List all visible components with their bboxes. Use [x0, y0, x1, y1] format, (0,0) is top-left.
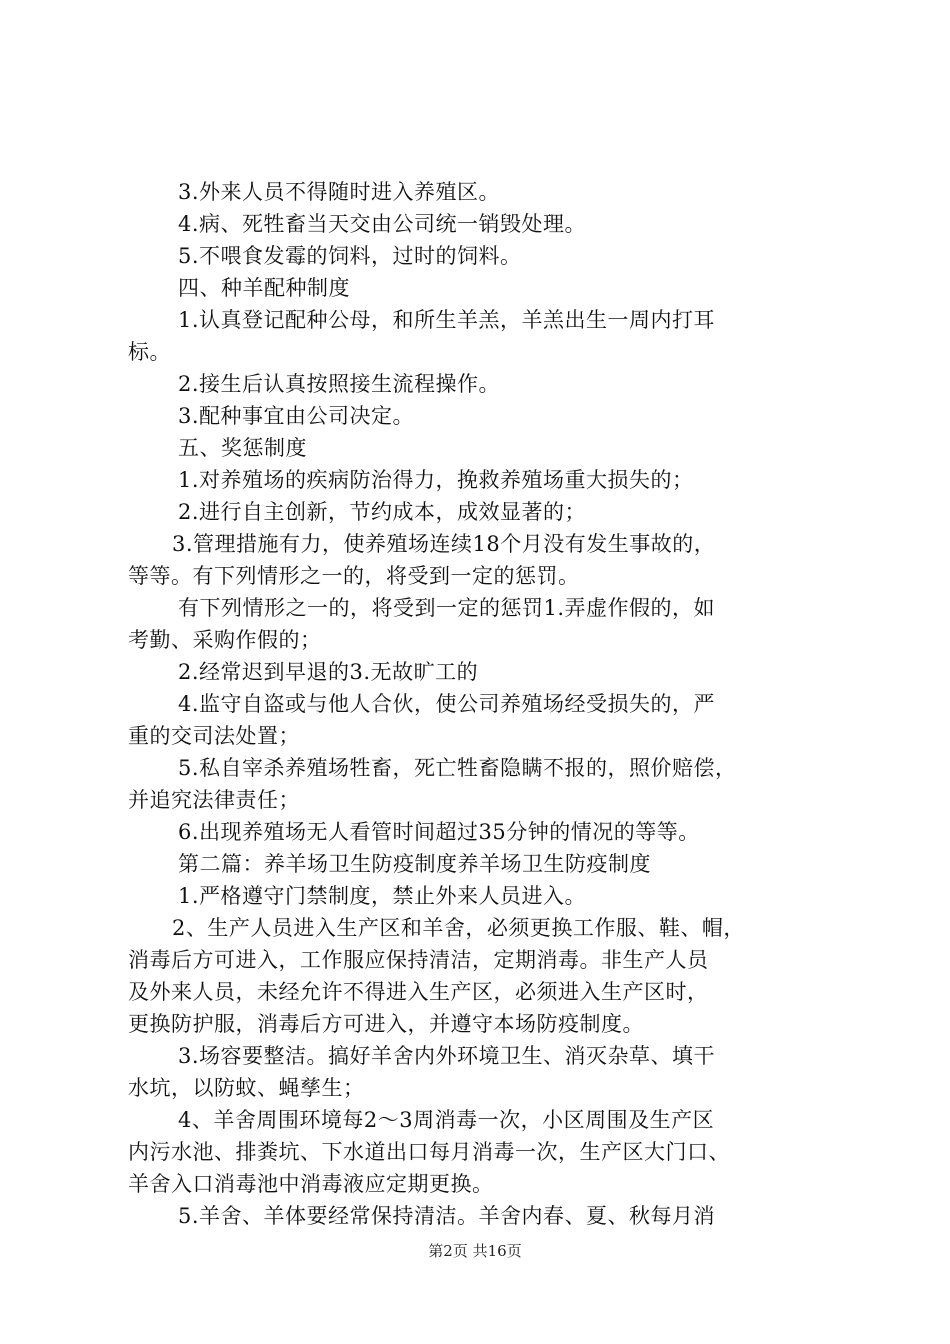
text-line: 5.私自宰杀养殖场牲畜，死亡牲畜隐瞒不报的，照价赔偿， [178, 756, 737, 780]
text-line: 消毒后方可进入，工作服应保持清洁，定期消毒。非生产人员 [128, 948, 709, 972]
text-line: 1.认真登记配种公母，和所生羊羔，羊羔出生一周内打耳 [178, 308, 716, 332]
text-line: 3.配种事宜由公司决定。 [178, 404, 415, 428]
text-line: 及外来人员，未经允许不得进入生产区，必须进入生产区时， [128, 980, 709, 1004]
text-line: 2、生产人员进入生产区和羊舍，必须更换工作服、鞋、帽， [172, 916, 745, 940]
text-line: 3.场容要整洁。搞好羊舍内外环境卫生、消灭杂草、填干 [178, 1044, 716, 1068]
text-line: 5.不喂食发霉的饲料，过时的饲料。 [178, 244, 522, 268]
text-line: 更换防护服，消毒后方可进入，并遵守本场防疫制度。 [128, 1012, 644, 1036]
text-line: 3.管理措施有力，使养殖场连续18个月没有发生事故的， [172, 532, 716, 556]
section-heading: 五、奖惩制度 [178, 436, 307, 460]
text-line: 4.病、死牲畜当天交由公司统一销毁处理。 [178, 212, 587, 236]
text-line: 羊舍入口消毒池中消毒液应定期更换。 [128, 1172, 494, 1196]
text-line: 并追究法律责任； [128, 788, 300, 812]
text-line: 1.对养殖场的疾病防治得力，挽救养殖场重大损失的； [178, 468, 694, 492]
text-line: 4.监守自盗或与他人合伙，使公司养殖场经受损失的，严 [178, 692, 716, 716]
text-line: 重的交司法处置； [128, 724, 300, 748]
text-line: 3.外来人员不得随时进入养殖区。 [178, 180, 501, 204]
text-line: 2.经常迟到早退的3.无故旷工的 [178, 660, 479, 684]
text-line: 考勤、采购作假的； [128, 628, 322, 652]
text-line: 标。 [128, 340, 171, 364]
section-heading: 四、种羊配种制度 [178, 276, 350, 300]
page-number-footer: 第2页 共16页 [428, 1242, 522, 1260]
chapter-heading: 第二篇：养羊场卫生防疫制度养羊场卫生防疫制度 [178, 852, 651, 876]
text-line: 4、羊舍周围环境每2～3周消毒一次，小区周围及生产区 [178, 1108, 715, 1132]
text-line: 2.接生后认真按照接生流程操作。 [178, 372, 501, 396]
text-line: 水坑，以防蚊、蝇孳生； [128, 1076, 365, 1100]
text-line: 有下列情形之一的，将受到一定的惩罚1.弄虚作假的，如 [178, 596, 716, 620]
text-line: 5.羊舍、羊体要经常保持清洁。羊舍内春、夏、秋每月消 [178, 1204, 716, 1228]
document-body [128, 176, 828, 1232]
text-line: 2.进行自主创新，节约成本，成效显著的； [178, 500, 587, 524]
text-line: 1.严格遵守门禁制度，禁止外来人员进入。 [178, 884, 587, 908]
text-line: 6.出现养殖场无人看管时间超过35分钟的情况的等等。 [178, 820, 700, 844]
text-line: 内污水池、排粪坑、下水道出口每月消毒一次，生产区大门口、 [128, 1140, 730, 1164]
text-line: 等等。有下列情形之一的，将受到一定的惩罚。 [128, 564, 580, 588]
